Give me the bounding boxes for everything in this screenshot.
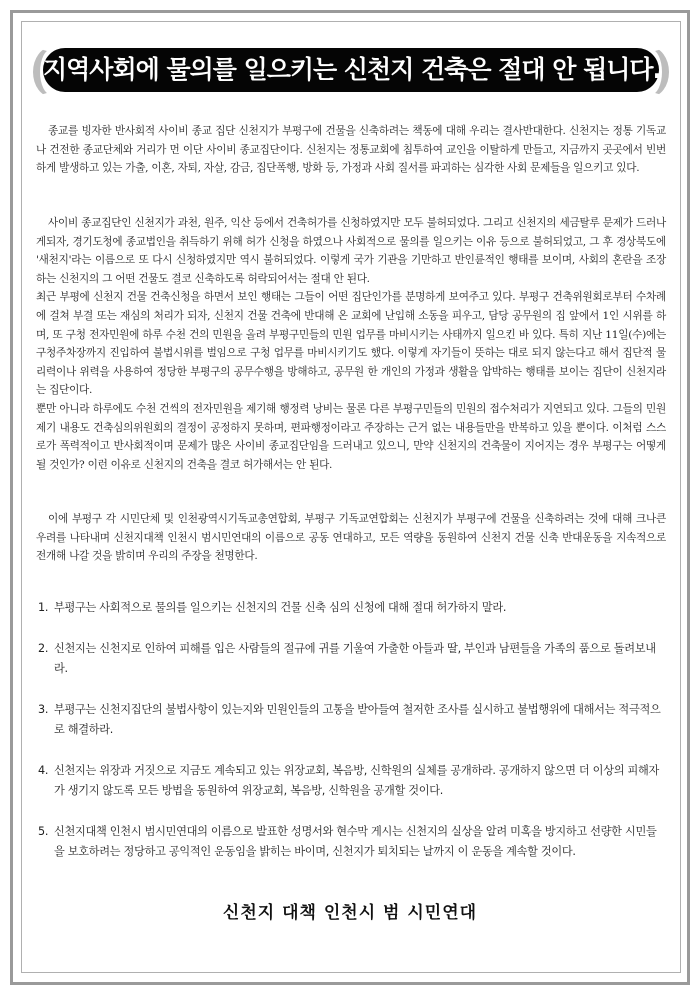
demands-list — [38, 598, 666, 883]
demand-number: 4. — [38, 764, 49, 777]
demand-number: 2. — [38, 642, 49, 655]
demand-number: 1. — [38, 601, 49, 614]
paragraph-declaration — [36, 510, 666, 566]
paragraph-2c: 뿐만 아니라 하루에도 수천 건씩의 전자민원을 제기해 행정력 낭비는 물론 다른 부평구민들의 민원의 접수처리가 지연되고 있다. 그들의 민원 제기 내용도 건축심의위원회의 결정이 공정하지 못하며, 편파행정이라고 주장하는 근거 없는 내용들만을 반복하고 있을 뿐이다. 이처럼 스스로가 폭력적이고 반사회적이며 문제가 많은 사이비 종교집단임을 드러내고 있으니, 만약 신천지의 건축물이 지어지는 경우 부평구는 어떻게 될 것인가? 이런 이유로 신천지의 건축을 결코 허가해서는 안 된다. — [36, 402, 666, 471]
demand-text: 부평구는 신천지집단의 불법사항이 있는지와 민원인들의 고통을 받아들여 철저한 조사를 실시하고 불법행위에 대해서는 적극적으로 해결하라. — [54, 703, 661, 736]
paragraph-1: 종교를 빙자한 반사회적 사이비 종교 집단 신천지가 부평구에 건물을 신축하려는 책동에 대해 우리는 결사반대한다. 신천지는 정통 기독교나 건전한 종교단체와 거리가 먼 이단 사이비 종교집단이다. 신천지는 정통교회에 침투하여 교인을 이탈하게 만들고, 지금까지 곳곳에서 빈번하게 발생하고 있는 가출, 이혼, 자퇴, 자살, 감금, 집단폭행, 방화 등, 가정과 사회 질서를 파괴하는 심각한 사회 문제들을 일으키고 있다. — [36, 125, 666, 175]
demand-item — [38, 700, 666, 740]
headline-text: 지역사회에 물의를 일으키는 신천지 건축은 절대 안 됩니다. — [43, 48, 659, 92]
demand-number: 5. — [38, 825, 49, 838]
demand-item — [38, 639, 666, 679]
signature-organization: 신천지 대책 인천시 범 시민연대 — [222, 903, 478, 923]
demand-text: 신천지는 위장과 거짓으로 지금도 계속되고 있는 위장교회, 복음방, 신학원의 실체를 공개하라. 공개하지 않으면 더 이상의 피해자가 생기지 않도록 모든 방법을 동원하여 위장교회, 복음방, 신학원을 공개할 것이다. — [54, 764, 659, 797]
demand-item — [38, 761, 666, 801]
paragraph-2b: 최근 부평에 신천지 건물 건축신청을 하면서 보인 행태는 그들이 어떤 집단인가를 분명하게 보여주고 있다. 부평구 건축위원회로부터 수차례에 걸쳐 부결 또는 재심의 처리가 되자, 신천지 건물 건축에 반대해 온 교회에 난입해 소동을 피우고, 담당 공무원의 집 앞에서 1인 시위를 하며, 또 구청 전자민원에 하루 수천 건의 민원을 올려 부평구민들의 민원 업무를 마비시키는 사태까지 일으킨 바 있다. 특히 지난 11일(수)에는 구청주차장까지 진입하여 불법시위를 벌임으로 구청 업무를 마비시키기도 했다. 이렇게 자기들이 뜻하는 대로 되지 않는다고 해서 집단적 물리력이나 위력을 사용하여 정당한 부평구의 공무수행을 방해하고, 공무원 한 개인의 가정과 생활을 압박하는 행태를 보이는 집단이 신천지라는 집단이다. — [36, 291, 666, 397]
demand-item — [38, 822, 666, 862]
demand-text: 신천지는 신천지로 인하여 피해를 입은 사람들의 절규에 귀를 기울여 가출한 아들과 딸, 부인과 남편들을 가족의 품으로 돌려보내라. — [54, 642, 656, 675]
paragraph-group-background — [36, 214, 666, 474]
demand-text: 부평구는 사회적으로 물의를 일으키는 신천지의 건물 신축 심의 신청에 대해 절대 허가하지 말라. — [54, 601, 507, 614]
demand-number: 3. — [38, 703, 49, 716]
paragraph-2a: 사이비 종교집단인 신천지가 과천, 원주, 익산 등에서 건축허가를 신청하였지만 모두 불허되었다. 그리고 신천지의 세금탈루 문제가 드러나게되자, 경기도청에 종교법인을 취득하기 위해 허가 신청을 하였으나 사회적으로 물의를 일으키는 이유 등으로 불허되었고, 그 후 경상북도에 '새천지'라는 이름으로 또 다시 신청하였지만 역시 불허되었다. 이렇게 국가 기관을 기만하고 반인륜적인 행태를 보이며, 사회의 혼란을 조장 하는 신천지의 그 어떤 건물도 결코 신축하도록 허락되어서는 절대 안 된다. — [36, 217, 666, 285]
headline-banner — [33, 46, 669, 96]
demand-text: 신천지대책 인천시 범시민연대의 이름으로 발표한 성명서와 현수막 게시는 신천지의 실상을 알려 미혹을 방지하고 선량한 시민들을 보호하려는 정당하고 공익적인 운동임을 밝히는 바이며, 신천지가 퇴치되는 날까지 이 운동을 계속할 것이다. — [54, 825, 657, 858]
demand-item — [38, 598, 666, 618]
paragraph-intro — [36, 122, 666, 178]
paragraph-3: 이에 부평구 각 시민단체 및 인천광역시기독교총연합회, 부평구 기독교연합회는 신천지가 부평구에 건물을 신축하려는 것에 대해 크나큰 우려를 나타내며 신천지대책 인천시 범시민연대의 이름으로 공동 연대하고, 모든 역량을 동원하여 신천지 건물 신축 반대운동을 지속적으로 전개해 나갈 것을 밝히며 우리의 주장을 천명한다. — [36, 513, 666, 563]
